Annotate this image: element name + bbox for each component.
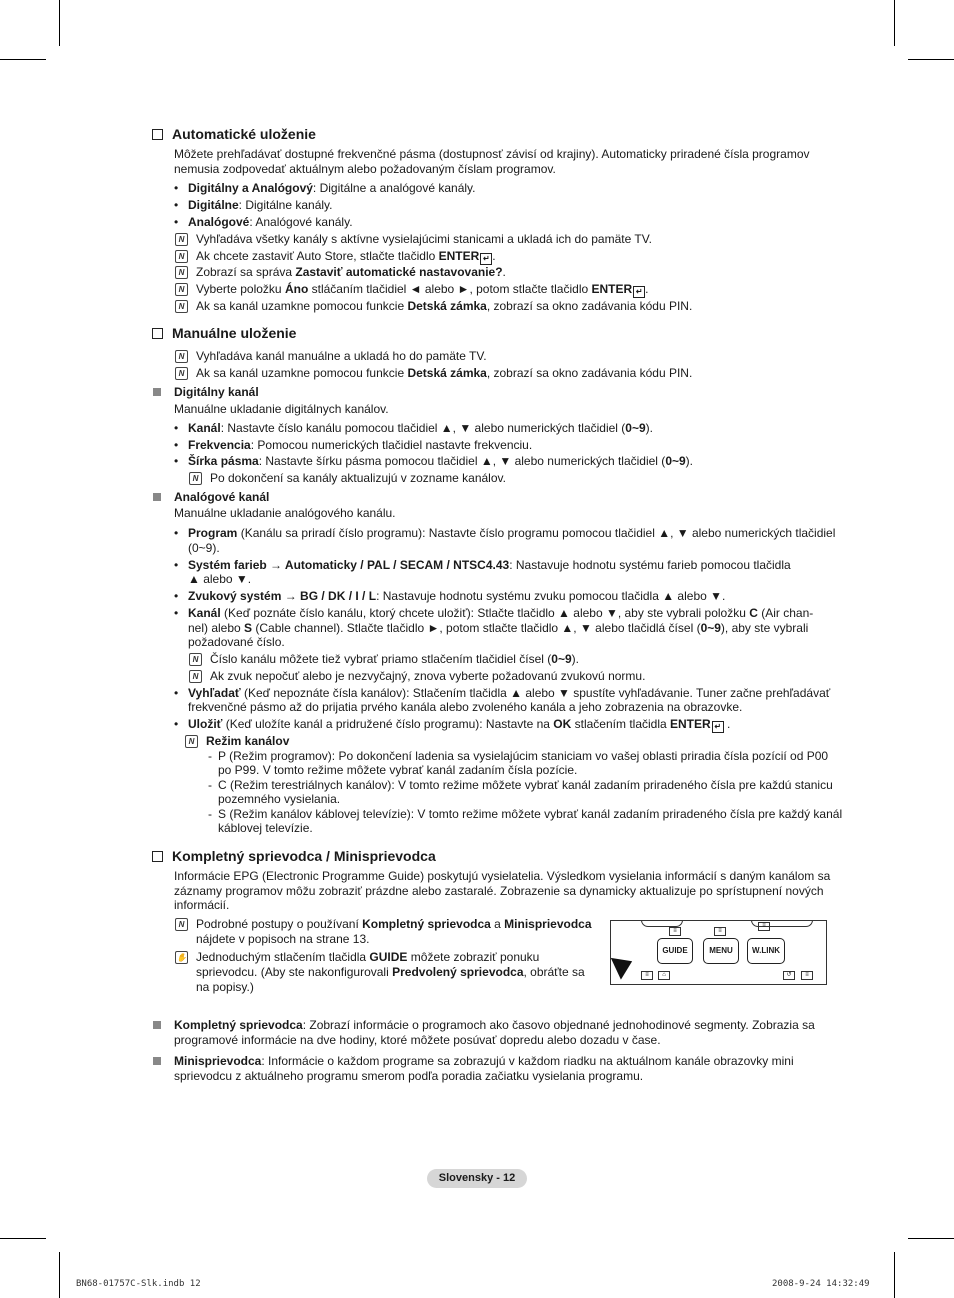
checkbox-icon <box>152 129 163 140</box>
crop-mark <box>59 1252 60 1298</box>
info-icon: ≡ <box>669 927 681 936</box>
crop-mark <box>894 0 895 46</box>
pointer-arrow-icon <box>611 950 637 979</box>
list-item: • Vyhľadať (Keď nepoznáte čísla kanálov): Stlačením tlačidla ▲ alebo ▼ spustíte vyhľadávanie. Tuner začne prehľadávať <box>188 686 830 700</box>
list-item: • Digitálny a Analógový: Digitálne a analógové kanály. <box>188 181 475 195</box>
info-icon: ≡ <box>714 927 726 936</box>
note-text: Po dokončení sa kanály aktualizujú v zozname kanálov. <box>210 471 506 485</box>
note-text: Vyberte položku Áno stláčaním tlačidiel ◄ alebo ►, potom stlačte tlačidlo ENTER ↵ . <box>196 282 649 296</box>
square-bullet-icon <box>153 493 161 501</box>
remote-button-outline <box>641 920 683 927</box>
imprint-timestamp: 2008-9-24 14:32:49 <box>772 1279 870 1289</box>
crop-mark <box>894 1252 895 1298</box>
mode-item-continued: pozemného vysielania. <box>218 792 341 806</box>
note-text-continued: sprievodcu. (Aby ste nakonfigurovali Predvolený sprievodca, obráťte sa <box>196 965 585 979</box>
checkbox-icon <box>152 328 163 339</box>
square-bullet-icon <box>153 388 161 396</box>
list-item: • Digitálne: Digitálne kanály. <box>188 198 333 212</box>
paragraph: Kompletný sprievodca: Zobrazí informácie o programoch ako časovo objednané jednohodinové segmenty. Zobrazia sa <box>174 1018 815 1032</box>
paragraph: Manuálne ukladanie digitálnych kanálov. <box>174 402 389 416</box>
crop-mark <box>908 59 954 60</box>
imprint-file: BN68-01757C-Slk.indb 12 <box>76 1279 201 1289</box>
mode-item: - S (Režim kanálov káblovej televízie): V tomto režime môžete vybrať kanál zadaním priradeného čísla pre každý kanál <box>218 807 842 821</box>
info-icon: ≡ <box>758 922 770 931</box>
paragraph: Minisprievodca: Informácie o každom programe sa zobrazujú v každom riadku na aktuálnom kanále obrazovky mini <box>174 1054 794 1068</box>
note-icon: N <box>175 266 188 279</box>
crop-mark <box>0 1238 46 1239</box>
enter-icon: ↵ <box>480 253 492 265</box>
mode-item: - C (Režim terestriálnych kanálov): V tomto režime môžete vybrať kanál zadaním priradeného čísla pre každú stanicu <box>218 778 833 792</box>
list-item: • Šírka pásma: Nastavte šírku pásma pomocou tlačidiel ▲, ▼ alebo numerických tlačidiel (0~9). <box>188 454 693 468</box>
section-heading <box>152 848 436 864</box>
note-icon: N <box>175 233 188 246</box>
note-text: Jednoduchým stlačením tlačidla GUIDE môžete zobraziť ponuku <box>196 950 540 964</box>
list-item: • Zvukový systém → BG / DK / I / L: Nastavuje hodnotu systému zvuku pomocou tlačidla ▲ alebo ▼. <box>188 589 725 603</box>
list-item: • Uložiť (Keď uložíte kanál a pridružené číslo programu): Nastavte na OK stlačením tlačidla ENTER ↵ . <box>188 717 730 733</box>
checkbox-icon <box>152 851 163 862</box>
enter-icon: ↵ <box>633 286 645 298</box>
note-text: Číslo kanálu môžete tiež vybrať priamo stlačením tlačidiel čísel (0~9). <box>210 652 579 666</box>
note-icon: N <box>175 367 188 380</box>
wlink-button: W.LINK <box>747 938 785 964</box>
info-icon: ≡ <box>801 971 813 980</box>
list-item: • Kanál: Nastavte číslo kanálu pomocou tlačidiel ▲, ▼ alebo numerických tlačidiel (0~9). <box>188 421 653 435</box>
list-item: • Systém farieb → Automaticky / PAL / SECAM / NTSC4.43: Nastavuje hodnotu systému farieb pomocou tlačidla <box>188 558 791 572</box>
section-title: Automatické uloženie <box>172 126 316 142</box>
note-text: Vyhľadáva všetky kanály s aktívne vysielajúcimi stanicami a ukladá ich do pamäte TV. <box>196 232 652 246</box>
list-item: • Kanál (Keď poznáte číslo kanálu, ktorý chcete uložiť): Stlačte tlačidlo ▲ alebo ▼, aby ste vybrali položku C (Air chan- <box>188 606 813 620</box>
menu-button: MENU <box>703 938 739 964</box>
paragraph: nemusia zodpovedať aktuálnym alebo požadovaným číslam programov. <box>174 162 556 176</box>
return-icon: ↺ <box>783 971 795 980</box>
crop-mark <box>0 59 46 60</box>
square-bullet-icon <box>153 1021 161 1029</box>
section-heading <box>152 126 316 142</box>
list-item: • Frekvencia: Pomocou numerických tlačidiel nastavte frekvenciu. <box>188 438 532 452</box>
list-item: • Analógové: Analógové kanály. <box>188 215 353 229</box>
note-text: Ak sa kanál uzamkne pomocou funkcie Detská zámka, zobrazí sa okno zadávania kódu PIN. <box>196 299 693 313</box>
section-title: Manuálne uloženie <box>172 325 297 341</box>
note-text: Vyhľadáva kanál manuálne a ukladá ho do pamäte TV. <box>196 349 487 363</box>
note-text-continued: nájdete v popisoch na strane 13. <box>196 932 370 946</box>
info-icon: ≡ <box>641 971 653 980</box>
note-icon: N <box>185 735 198 748</box>
note-icon: N <box>189 670 202 683</box>
tools-icon: ⌂ <box>658 971 670 980</box>
section-heading <box>152 325 296 341</box>
subsection-title: Analógové kanál <box>174 490 270 504</box>
note-icon: N <box>189 653 202 666</box>
list-item: • Program (Kanálu sa priradí číslo programu): Nastavte číslo programu pomocou tlačidiel ▲, ▼ alebo numerických tlačidiel <box>188 526 835 540</box>
square-bullet-icon <box>153 1057 161 1065</box>
note-text: Ak chcete zastaviť Auto Store, stlačte tlačidlo ENTER ↵ . <box>196 249 496 263</box>
note-text: Ak zvuk nepočuť alebo je nezvyčajný, znova vyberte požadovanú zvukovú normu. <box>210 669 646 683</box>
note-text: Podrobné postupy o používaní Kompletný sprievodca a Minisprievodca <box>196 917 592 931</box>
list-item-continued: (0~9). <box>188 541 220 555</box>
enter-icon: ↵ <box>712 721 724 733</box>
list-item-continued: požadované číslo. <box>188 635 285 649</box>
note-icon: N <box>175 918 188 931</box>
paragraph: záznamy programov môžu zobraziť prázdne alebo zastaralé. Zobrazenie sa dynamicky aktualizuje po sprístupnení nových <box>174 884 824 898</box>
note-icon: N <box>189 472 202 485</box>
note-title: Režim kanálov <box>206 734 290 748</box>
page-number-badge: Slovensky - 12 <box>427 1169 527 1188</box>
subsection-title: Digitálny kanál <box>174 385 259 399</box>
list-item-continued: frekvenčné pásmo až do prijatia prvého kanála alebo zvoleného kanála a jeho zobrazenia na obrazovke. <box>188 700 743 714</box>
crop-mark <box>908 1238 954 1239</box>
mode-item: - P (Režim programov): Po dokončení ladenia sa vysielajúcim staniciam vo vašej oblasti priradia čísla pozícií od P00 <box>218 749 828 763</box>
mode-item-continued: káblovej televízie. <box>218 821 313 835</box>
paragraph: Informácie EPG (Electronic Programme Guide) poskytujú vysielatelia. Výsledkom vysielania informácií s daným kanálom sa <box>174 869 831 883</box>
note-icon: N <box>175 283 188 296</box>
note-text: Ak sa kanál uzamkne pomocou funkcie Detská zámka, zobrazí sa okno zadávania kódu PIN. <box>196 366 693 380</box>
paragraph-continued: sprievodcu z aktuálneho programu smerom podľa poradia začiatku vysielania programu. <box>174 1069 644 1083</box>
mode-item-continued: po P99. V tomto režime môžete vybrať kanál zadaním čísla pozície. <box>218 763 578 777</box>
remote-control-illustration <box>610 920 827 985</box>
note-text-continued: na popisy.) <box>196 980 254 994</box>
hand-note-icon: ✋ <box>176 953 187 962</box>
note-icon: N <box>175 300 188 313</box>
note-icon: N <box>175 350 188 363</box>
note-icon: N <box>175 250 188 263</box>
list-item-continued: nel) alebo S (Cable channel). Stlačte tlačidlo ►, potom stlačte tlačidlo ▲, ▼ alebo tlačidlá čísel (0~9), aby ste vybrali <box>188 621 809 635</box>
paragraph: Môžete prehľadávať dostupné frekvenčné pásma (dostupnosť závisí od krajiny). Automaticky priradené čísla programov <box>174 147 810 161</box>
crop-mark <box>59 0 60 46</box>
paragraph-continued: programové informácie na dve hodiny, ktoré môžete posúvať dopredu alebo dozadu v čase. <box>174 1033 661 1047</box>
section-title: Kompletný sprievodca / Minisprievodca <box>172 848 436 864</box>
guide-button: GUIDE <box>657 938 693 964</box>
list-item-continued: ▲ alebo ▼. <box>188 572 252 586</box>
paragraph: Manuálne ukladanie analógového kanálu. <box>174 506 396 520</box>
paragraph: informácií. <box>174 898 230 912</box>
note-text: Zobrazí sa správa Zastaviť automatické nastavovanie?. <box>196 265 506 279</box>
